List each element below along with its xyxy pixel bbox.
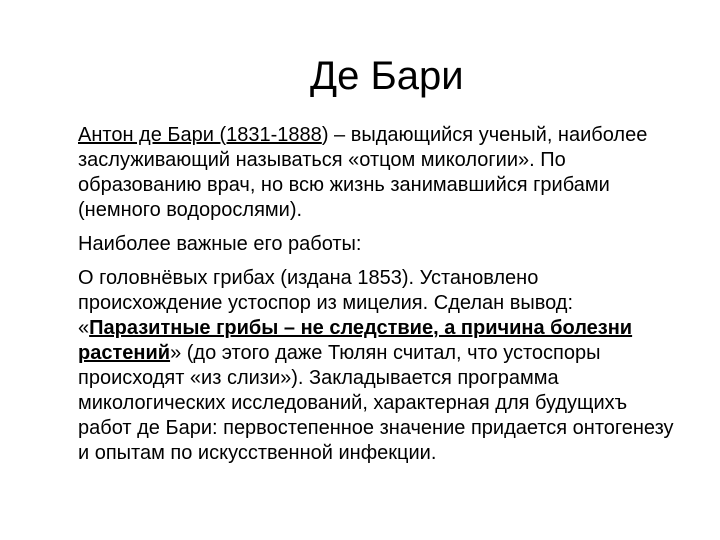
paragraph-smut-fungi: [78, 266, 678, 466]
paragraph-biography: [78, 123, 678, 223]
paragraph-works-heading: Наиболее важные его работы:: [78, 233, 362, 255]
biography-link[interactable]: Антон де Бари (1831-1888: [78, 124, 322, 146]
smut-text-before: О головнёвых грибах (издана 1853). Установлено происхождение устоспор из мицелия. Сделан вывод: «: [78, 267, 574, 339]
slide-body: [78, 123, 678, 475]
slide-title: Де Бари: [310, 54, 464, 98]
conclusion-emphasis: Паразитные грибы – не следствие, а причина болезни растений: [78, 317, 633, 364]
title-area: [0, 0, 720, 110]
smut-text-after: » (до этого даже Тюлян считал, что устоспоры происходят «из слизи»). Закладывается программа микологических исследований, характерная для будущихъ работ де Бари: первостепенное значение придается онтогенезу и опытам по искусственной инфекции.: [78, 342, 674, 464]
biography-text: ) – выдающийся ученый, наиболее заслуживающий называться «отцом микологии». По образованию врач, но всю жизнь занимавшийся грибами (немного водорослями).: [78, 124, 648, 221]
